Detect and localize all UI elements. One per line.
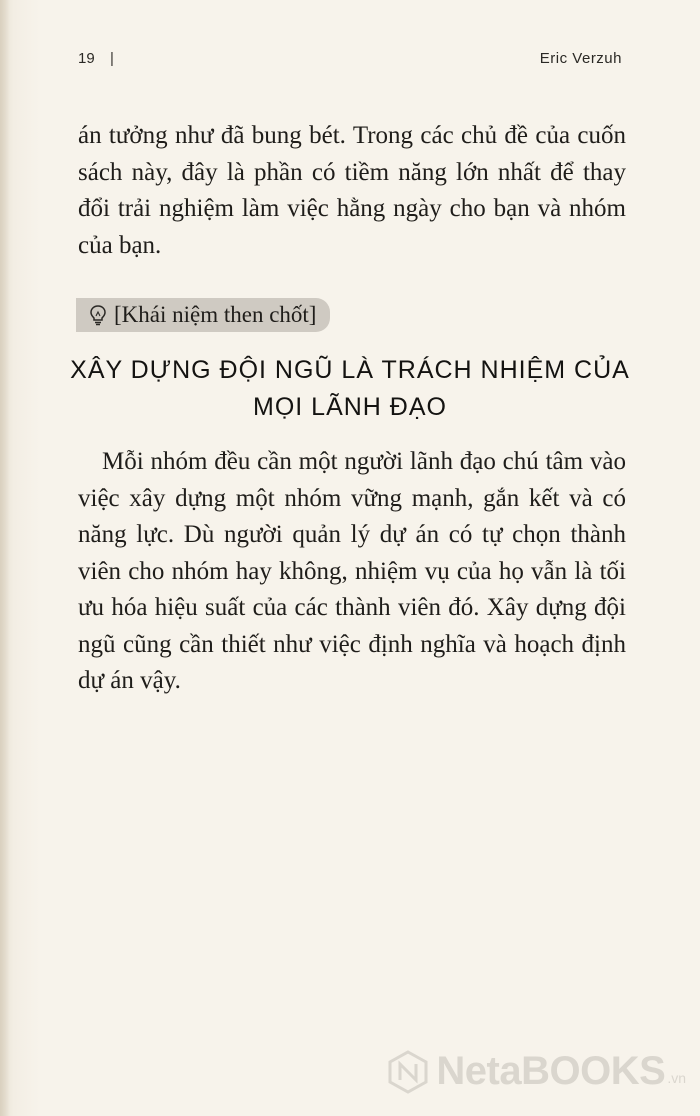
watermark-suffix: .vn — [667, 1070, 686, 1086]
header-separator: | — [110, 50, 114, 67]
paragraph-intro: án tưởng như đã bung bét. Trong các chủ đề của cuốn sách này, đây là phần có tiềm năng lớn nhất để thay đổi trải nghiệm làm việc hằng ngày cho bạn và nhóm của bạn. — [78, 122, 626, 259]
lightbulb-icon — [88, 304, 108, 326]
watermark-brand: NetaBOOKS — [436, 1049, 666, 1093]
running-header — [78, 50, 622, 74]
key-concept-text: [Khái niệm then chốt] — [114, 302, 317, 327]
section-title-line-2: MỌI LÃNH ĐẠO — [253, 393, 447, 421]
watermark — [386, 1049, 686, 1094]
spine-shadow — [0, 0, 10, 1116]
key-concept-label — [76, 298, 330, 332]
page-number: 19 — [78, 50, 95, 67]
author-name: Eric Verzuh — [539, 50, 622, 67]
paragraph-team-building: Mỗi nhóm đều cần một người lãnh đạo chú tâm vào việc xây dựng một nhóm vững mạnh, gắn kết và có năng lực. Dù người quản lý dự án có tự chọn thành viên cho nhóm hay không, nhiệm vụ của họ vẫn là tối ưu hóa hiệu suất của các thành viên đó. Xây dựng đội ngũ cũng cần thiết như việc định nghĩa và hoạch định dự án vậy. — [78, 448, 626, 694]
section-title-line-1: XÂY DỰNG ĐỘI NGŨ LÀ TRÁCH NHIỆM CỦA — [70, 356, 630, 384]
netabooks-logo-icon — [386, 1050, 430, 1094]
section-title — [60, 352, 640, 426]
